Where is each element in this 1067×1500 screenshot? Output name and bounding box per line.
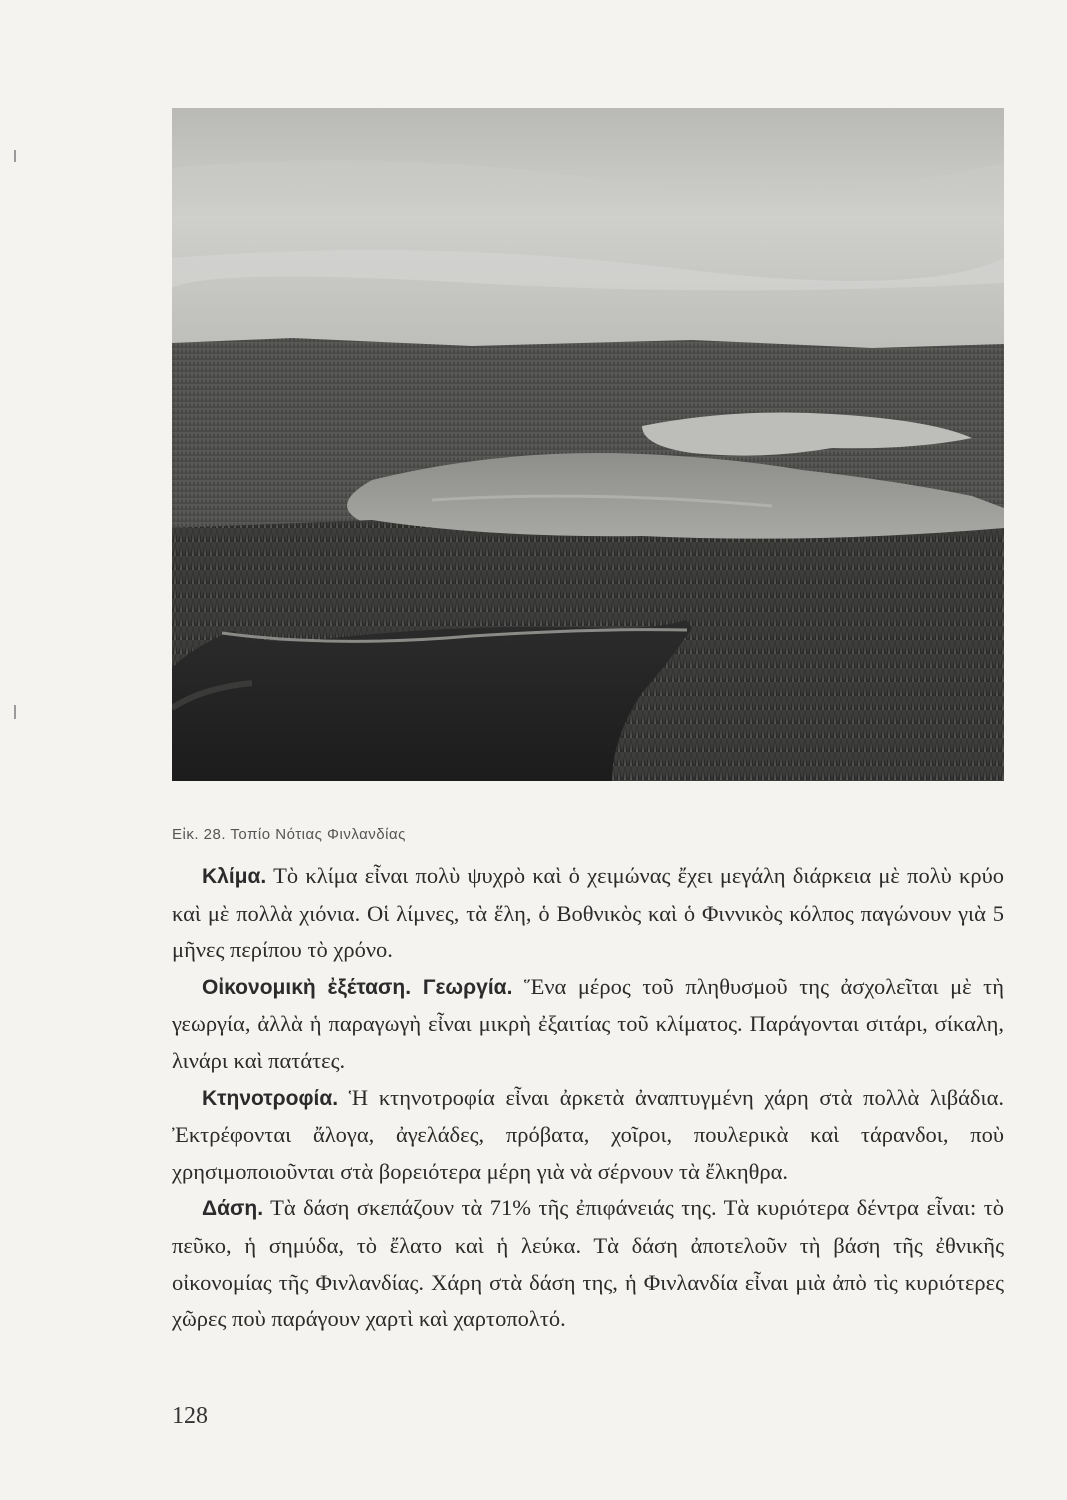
text-climate: Τὸ κλίμα εἶναι πολὺ ψυχρὸ καὶ ὁ χειμώνας ἔχει μεγάλη διάρκεια μὲ πολὺ κρύο καὶ μὲ πολλὰ χιόνια. Οἱ λίμνες, τὰ ἕλη, ὁ Βοθνικὸς καὶ ὁ Φιννικὸς κόλπος παγώνουν γιὰ 5 μῆνες περίπου τὸ χρόνο. <box>172 863 1004 963</box>
text-agriculture: Ἕνα μέρος τοῦ πληθυσμοῦ της ἀσχολεῖται μὲ τὴ γεωργία, ἀλλὰ ἡ παραγωγὴ εἶναι μικρὴ ἐξαιτίας τοῦ κλίματος. Παράγονται σιτάρι, σίκαλη, λινάρι καὶ πατάτες. <box>172 973 1004 1073</box>
heading-agriculture: Οἰκονομικὴ ἐξέταση. Γεωργία. <box>202 975 513 999</box>
paragraph-forests <box>172 1190 1004 1337</box>
landscape-photo <box>172 108 1004 781</box>
paragraph-livestock <box>172 1080 1004 1191</box>
heading-livestock: Κτηνοτροφία. <box>202 1086 339 1110</box>
figure-caption: Εἰκ. 28. Τοπίο Νότιας Φινλανδίας <box>172 826 406 843</box>
heading-climate: Κλίμα. <box>202 865 267 888</box>
margin-mark-middle <box>14 705 16 719</box>
text-livestock: Ἡ κτηνοτροφία εἶναι ἀρκετὰ ἀναπτυγμένη χάρη στὰ πολλὰ λιβάδια. Ἐκτρέφονται ἄλογα, ἀγελάδες, πρόβατα, χοῖροι, πουλερικὰ καὶ τάρανδοι, ποὺ χρησιμοποιοῦνται στὰ βορειότερα μέρη γιὰ νὰ σέρνουν τὰ ἔλκηθρα. <box>172 1084 1004 1184</box>
body-text <box>172 858 1004 1338</box>
margin-mark-top <box>14 150 16 162</box>
text-forests: Τὰ δάση σκεπάζουν τὰ 71% τῆς ἐπιφάνειάς της. Τὰ κυριότερα δέντρα εἶναι: τὸ πεῦκο, ἡ σημύδα, τὸ ἔλατο καὶ ἡ λεύκα. Τὰ δάση ἀποτελοῦν τὴ βάση τῆς ἐθνικῆς οἰκονομίας τῆς Φινλανδίας. Χάρη στὰ δάση της, ἡ Φινλανδία εἶναι μιὰ ἀπὸ τὶς κυριότερες χῶρες ποὺ παράγουν χαρτὶ καὶ χαρτοπολτό. <box>172 1195 1004 1332</box>
page-number: 128 <box>172 1403 208 1429</box>
heading-forests: Δάση. <box>202 1197 264 1221</box>
paragraph-climate <box>172 858 1004 969</box>
paragraph-agriculture <box>172 969 1004 1080</box>
